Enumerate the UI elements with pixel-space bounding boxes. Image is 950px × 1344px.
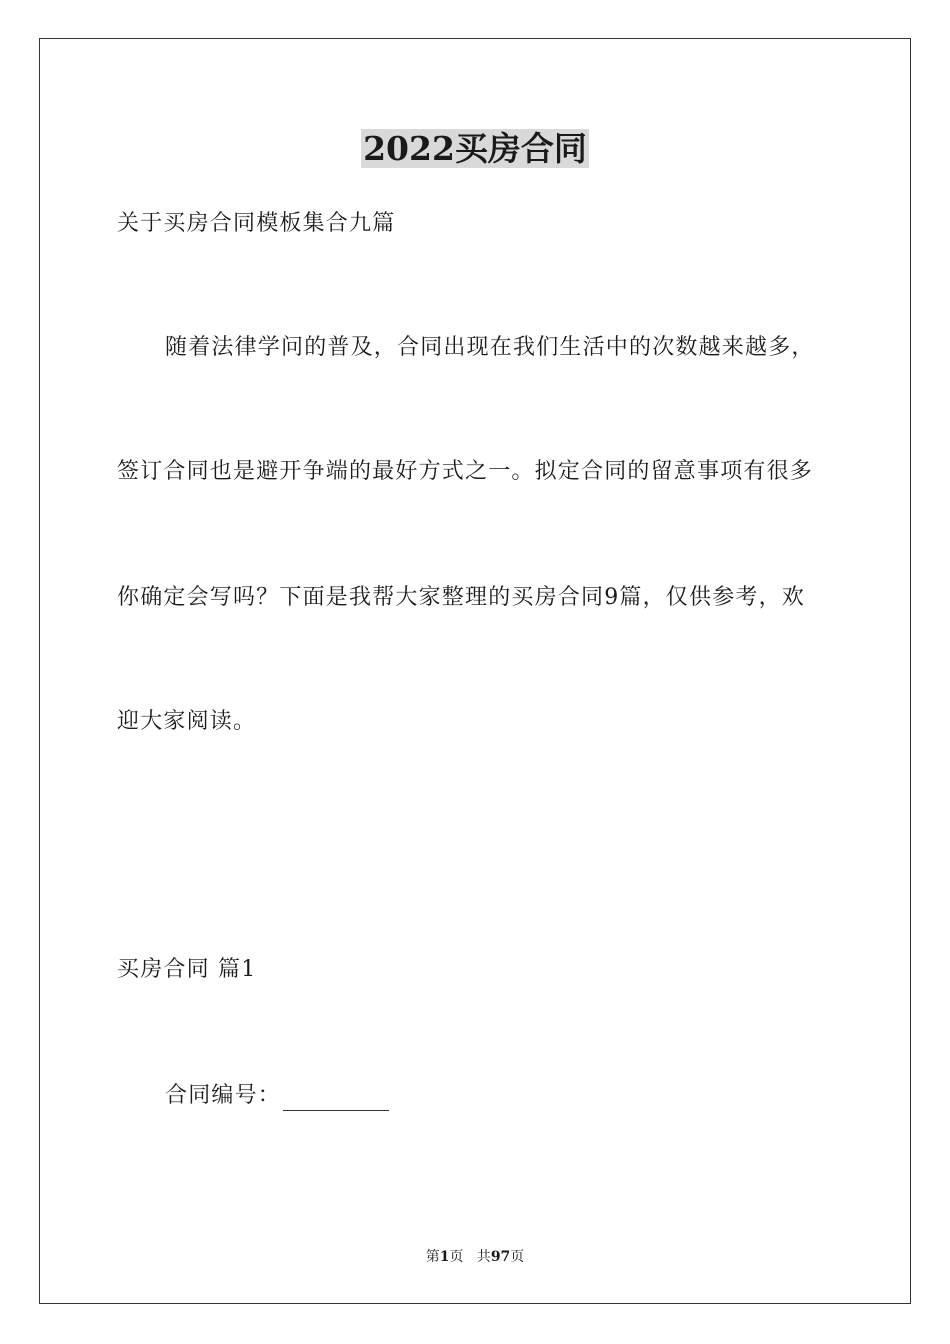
footer-mid: 页 共 (449, 1249, 491, 1265)
footer-suffix: 页 (510, 1249, 525, 1265)
contract-number-row (165, 1081, 389, 1111)
contract-number-blank (283, 1090, 389, 1111)
page-footer (0, 1247, 950, 1267)
footer-current-page: 1 (439, 1249, 450, 1265)
footer-total-pages: 97 (490, 1249, 511, 1265)
intro-line-4: 迎大家阅读。 (117, 709, 257, 734)
contract-number-label: 合同编号： (165, 1083, 282, 1108)
document-title (0, 124, 950, 174)
section-heading: 买房合同 篇1 (117, 957, 257, 982)
intro-line-2: 签订合同也是避开争端的最好方式之一。拟定合同的留意事项有很多 (117, 459, 814, 484)
intro-line-1: 随着法律学问的普及，合同出现在我们生活中的次数越来越多， (165, 335, 815, 360)
document-subtitle: 关于买房合同模板集合九篇 (117, 211, 396, 236)
title-text: 2022买房合同 (363, 129, 587, 168)
footer-prefix: 第 (425, 1249, 440, 1265)
intro-line-3: 你确定会写吗？下面是我帮大家整理的买房合同9篇，仅供参考，欢 (117, 585, 805, 610)
